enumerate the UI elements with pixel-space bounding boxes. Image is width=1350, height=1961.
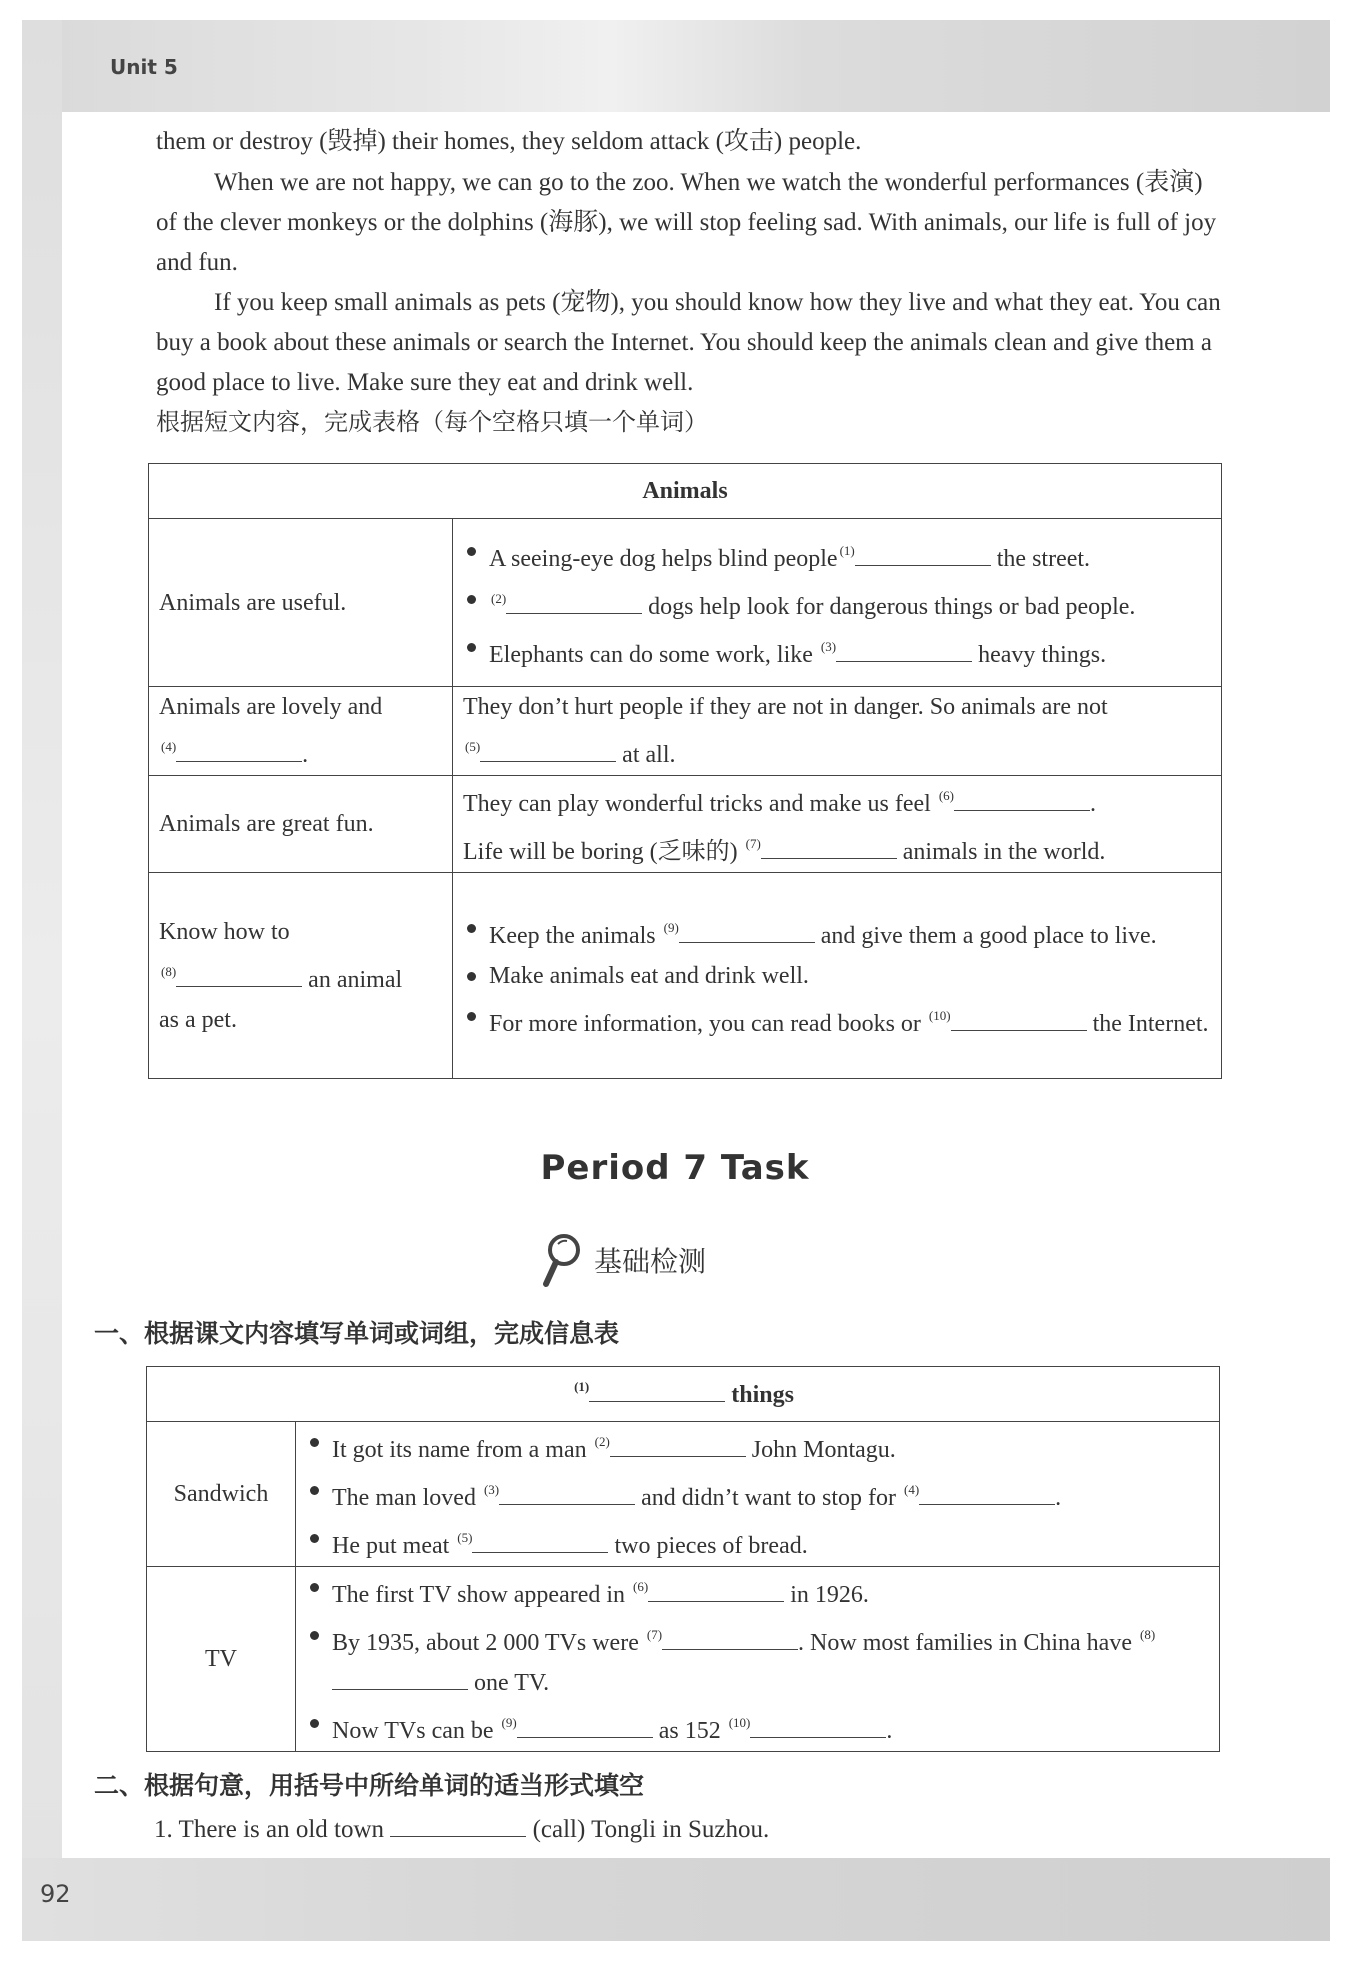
list-item: Now TVs can be $^{(9)}$ as 152 $^{(10)}$ . [306, 1703, 1209, 1751]
blank-9[interactable] [679, 920, 815, 943]
blank-4[interactable] [176, 739, 302, 762]
unit-label: Unit 5 [110, 55, 178, 79]
pet-details [453, 873, 1222, 1079]
blank-7[interactable] [662, 1627, 798, 1650]
blank-2[interactable] [610, 1434, 746, 1457]
blank-10[interactable] [750, 1715, 886, 1738]
blank-10[interactable] [951, 1008, 1087, 1031]
section-label: 基础检测 [594, 1245, 707, 1278]
period-title: Period 7 Task [540, 1148, 810, 1188]
list-item: $^{(2)}$ dogs help look for dangerous things or bad people. [463, 579, 1211, 627]
list-item: He put meat $^{(5)}$ two pieces of bread. [306, 1518, 1209, 1566]
list-item: The first TV show appeared in $^{(6)}$ in 1926. [306, 1567, 1209, 1615]
passage-paragraph-3: If you keep small animals as pets (宠物), you should know how they live and what they eat. You can buy a book about these animals or search the Internet. You should keep the animals clean and give them a good place to live. Make sure they eat and drink well. [156, 289, 1221, 396]
lovely-label: Animals are lovely and $^{(4)}$ . [149, 687, 453, 776]
sandwich-details [296, 1422, 1220, 1567]
passage-paragraph-2: When we are not happy, we can go to the zoo. When we watch the wonderful performances (表演) of the clever monkeys or the dolphins (海豚), we will stop feeling sad. With animals, our life is full of joy and fun. [156, 169, 1217, 276]
question-2-item-1: 1. There is an old town (call) Tongli in Suzhou. [154, 1816, 770, 1843]
page-number: 92 [40, 1880, 71, 1908]
blank-5[interactable] [480, 739, 616, 762]
blank-5[interactable] [472, 1530, 608, 1553]
fun-details: They can play wonderful tricks and make us feel $^{(6)}$ . Life will be boring (乏味的) $^{(7)}$ animals in the world. [453, 776, 1222, 873]
sandwich-label: Sandwich [147, 1422, 296, 1567]
section-heading [540, 1232, 706, 1288]
list-item: By 1935, about 2 000 TVs were $^{(7)}$ . Now most families in China have $^{(8)}$ one TV. [306, 1615, 1209, 1703]
blank-1[interactable] [589, 1379, 725, 1402]
list-item: The man loved $^{(3)}$ and didn’t want to stop for $^{(4)}$ . [306, 1470, 1209, 1518]
list-item: Keep the animals $^{(9)}$ and give them a good place to live. [463, 908, 1211, 956]
pet-label: Know how to $^{(8)}$ an animal as a pet. [149, 873, 453, 1079]
blank-9[interactable] [517, 1715, 653, 1738]
blank-8[interactable] [332, 1667, 468, 1690]
useful-label: Animals are useful. [149, 519, 453, 687]
blank-3[interactable] [499, 1482, 635, 1505]
blank-4[interactable] [919, 1482, 1055, 1505]
question-2-title: 二、根据句意，用括号中所给单词的适当形式填空 [94, 1771, 645, 1800]
list-item: For more information, you can read books or $^{(10)}$ the Internet. [463, 996, 1211, 1044]
lovely-details: They don’t hurt people if they are not in danger. So animals are not $^{(5)}$ at all. [453, 687, 1222, 776]
blank-8[interactable] [176, 964, 302, 987]
info-table-head: $^{(1)}$ things [147, 1367, 1220, 1422]
passage-line-1: them or destroy (毁掉) their homes, they seldom attack (攻击) people. [156, 128, 862, 155]
left-margin-band [22, 20, 62, 1941]
tv-label: TV [147, 1567, 296, 1752]
list-item: It got its name from a man $^{(2)}$ John Montagu. [306, 1422, 1209, 1470]
blank-3[interactable] [836, 639, 972, 662]
fun-label: Animals are great fun. [149, 776, 453, 873]
blank-2[interactable] [506, 591, 642, 614]
header-band [22, 20, 1330, 112]
animals-table [148, 463, 1222, 1079]
item-1-blank[interactable] [390, 1814, 526, 1837]
animals-table-title: Animals [149, 464, 1222, 519]
magnifier-icon [540, 1232, 584, 1288]
footer-band [22, 1858, 1330, 1941]
table-instruction: 根据短文内容，完成表格（每个空格只填一个单词） [156, 408, 708, 436]
list-item: Make animals eat and drink well. [463, 956, 1211, 996]
list-item: A seeing-eye dog helps blind people $^{(1)}$ the street. [463, 531, 1211, 579]
blank-6[interactable] [954, 788, 1090, 811]
info-table [146, 1366, 1220, 1752]
blank-1[interactable] [855, 543, 991, 566]
blank-6[interactable] [648, 1579, 784, 1602]
tv-details [296, 1567, 1220, 1752]
blank-7[interactable] [761, 836, 897, 859]
useful-details [453, 519, 1222, 687]
list-item: Elephants can do some work, like $^{(3)}$ heavy things. [463, 627, 1211, 675]
question-1-title: 一、根据课文内容填写单词或词组，完成信息表 [94, 1319, 620, 1348]
